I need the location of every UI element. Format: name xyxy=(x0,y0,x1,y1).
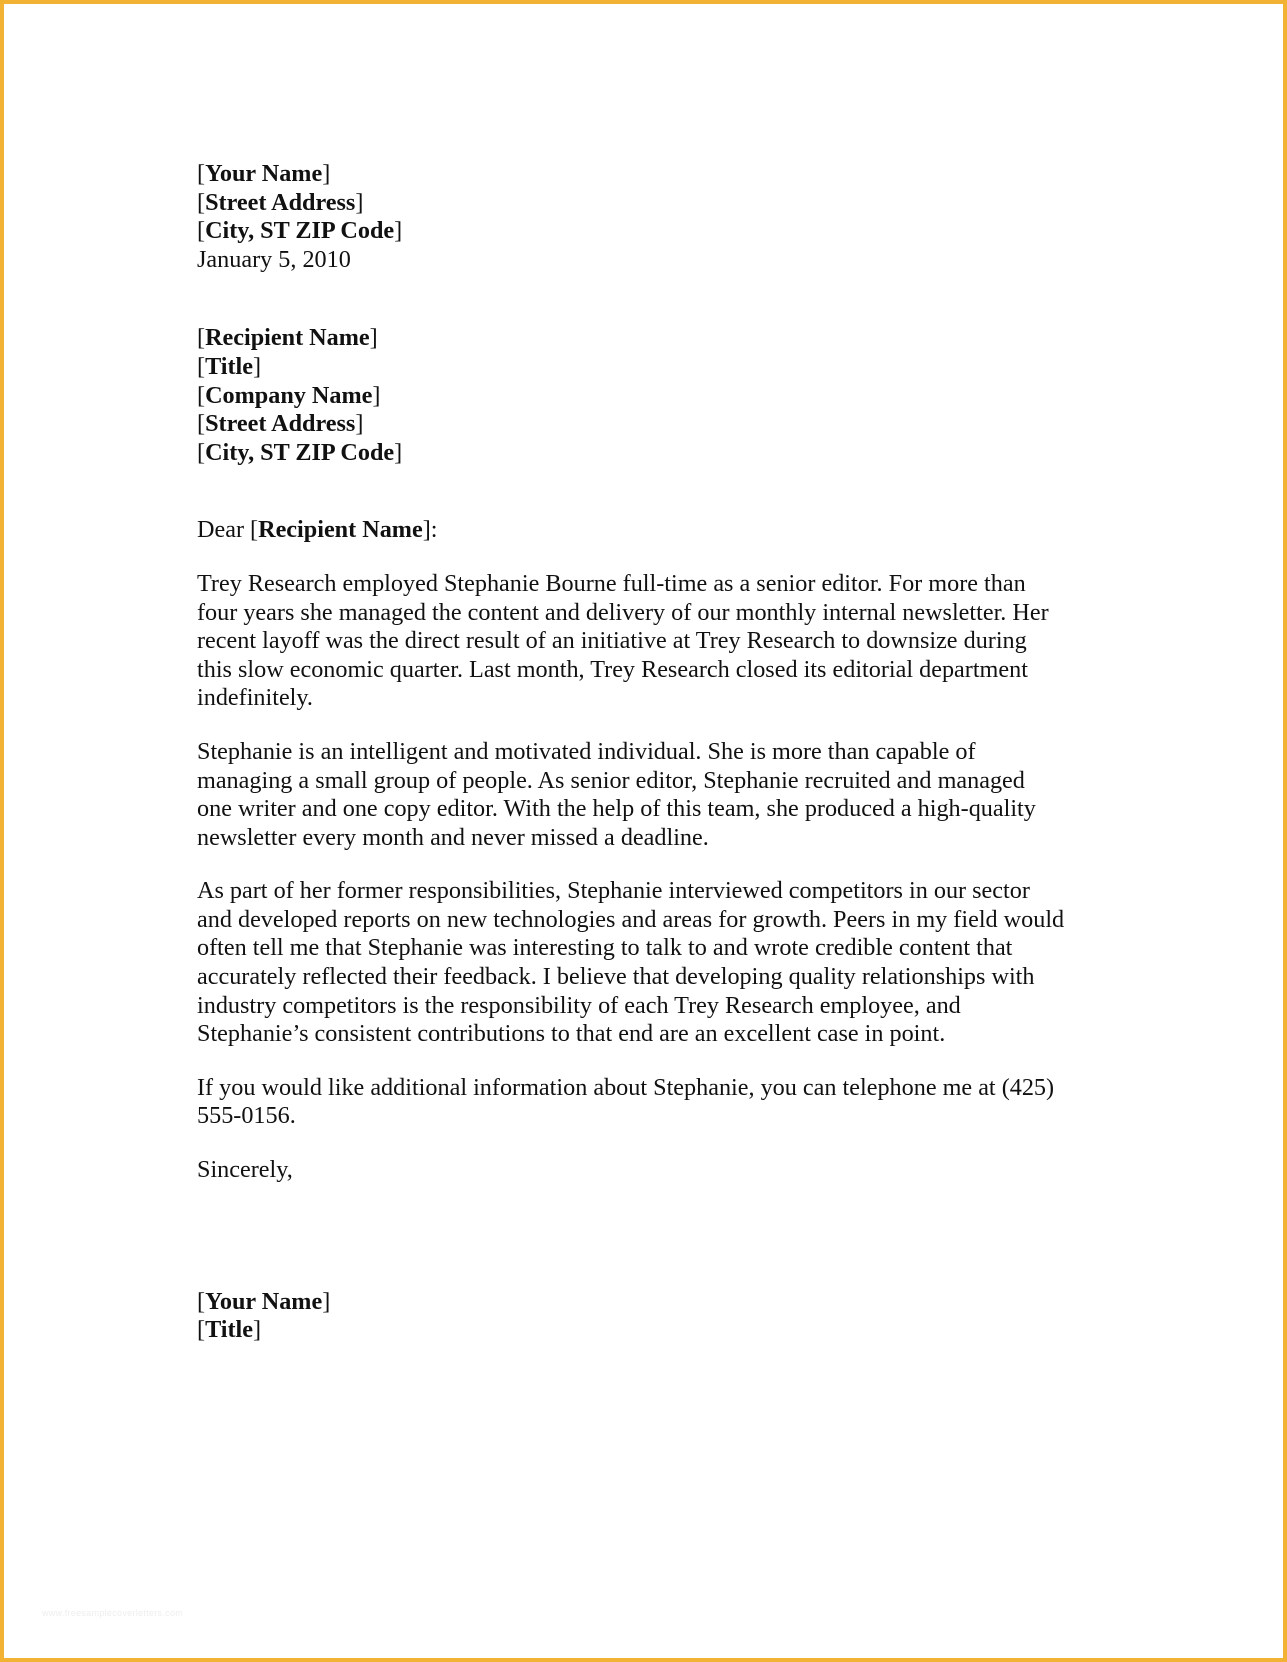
paragraph-line: often tell me that Stephanie was interesting to talk to and wrote credible content that xyxy=(197,934,1013,962)
sender-address-block xyxy=(197,160,1107,274)
recipient-address-block xyxy=(197,324,1107,467)
recipient-company-line: [Company Name] xyxy=(197,381,381,409)
letter-date: January 5, 2010 xyxy=(197,245,351,273)
sender-street-placeholder: Street Address xyxy=(205,188,356,216)
paragraph-line: indefinitely. xyxy=(197,684,313,712)
paragraph-line: and developed reports on new technologies and areas for growth. Peers in my field would xyxy=(197,905,1065,933)
signature-block xyxy=(197,1288,1107,1345)
sender-street-line: [Street Address] xyxy=(197,188,364,216)
paragraph-line: newsletter every month and never missed a deadline. xyxy=(197,823,709,851)
recipient-street-placeholder: Street Address xyxy=(205,410,356,438)
recipient-name-placeholder: Recipient Name xyxy=(205,324,370,352)
recipient-name-line: [Recipient Name] xyxy=(197,324,378,352)
paragraph-line: accurately reflected their feedback. I believe that developing quality relationships with xyxy=(197,963,1035,991)
sender-name-placeholder: Your Name xyxy=(205,160,323,187)
sender-name-line: [Your Name] xyxy=(197,160,331,187)
recipient-company-placeholder: Company Name xyxy=(205,381,373,409)
paragraph-line: Stephanie’s consistent contributions to that end are an excellent case in point. xyxy=(197,1020,946,1048)
salutation-suffix: ]: xyxy=(422,516,438,544)
paragraph-line: this slow economic quarter. Last month, Trey Research closed its editorial department xyxy=(197,655,1028,683)
signature-title-line: [Title] xyxy=(197,1316,262,1344)
paragraph-line: If you would like additional information about Stephanie, you can telephone me at (425) xyxy=(197,1073,1055,1101)
paragraph-line: 555-0156. xyxy=(197,1102,296,1130)
signature-name-placeholder: Your Name xyxy=(205,1287,323,1315)
paragraph-line: recent layoff was the direct result of an initiative at Trey Research to downsize during xyxy=(197,627,1027,655)
body-paragraph-4 xyxy=(197,1074,1107,1131)
recipient-street-line: [Street Address] xyxy=(197,410,364,438)
paragraph-line: As part of her former responsibilities, Stephanie interviewed competitors in our sector xyxy=(197,877,1030,905)
salutation-recipient-placeholder: Recipient Name xyxy=(258,516,423,544)
sender-city-placeholder: City, ST ZIP Code xyxy=(205,217,395,245)
signature-title-placeholder: Title xyxy=(205,1316,253,1344)
closing xyxy=(197,1156,1107,1185)
signature-name-line: [Your Name] xyxy=(197,1287,331,1315)
sender-city-line: [City, ST ZIP Code] xyxy=(197,217,403,245)
paragraph-line: four years she managed the content and delivery of our monthly internal newsletter. Her xyxy=(197,598,1049,626)
salutation xyxy=(197,516,1107,545)
recipient-city-line: [City, ST ZIP Code] xyxy=(197,438,403,466)
footer-watermark: www.freesamplecoverletters.com xyxy=(42,1608,184,1618)
recipient-title-line: [Title] xyxy=(197,352,262,380)
body-paragraph-1 xyxy=(197,570,1107,713)
body-paragraph-3 xyxy=(197,877,1107,1049)
closing-text: Sincerely, xyxy=(197,1156,293,1184)
paragraph-line: Stephanie is an intelligent and motivated individual. She is more than capable of xyxy=(197,737,976,765)
paragraph-line: managing a small group of people. As senior editor, Stephanie recruited and managed xyxy=(197,766,1025,794)
salutation-prefix: Dear [ xyxy=(197,516,259,544)
paragraph-line: one writer and one copy editor. With the help of this team, she produced a high-quality xyxy=(197,795,1036,823)
paragraph-line: Trey Research employed Stephanie Bourne full-time as a senior editor. For more than xyxy=(197,569,1026,597)
body-paragraph-2 xyxy=(197,738,1107,852)
letter-body xyxy=(197,160,1107,1345)
recipient-city-placeholder: City, ST ZIP Code xyxy=(205,438,395,466)
paragraph-line: industry competitors is the responsibility of each Trey Research employee, and xyxy=(197,991,961,1019)
recipient-title-placeholder: Title xyxy=(205,352,253,380)
